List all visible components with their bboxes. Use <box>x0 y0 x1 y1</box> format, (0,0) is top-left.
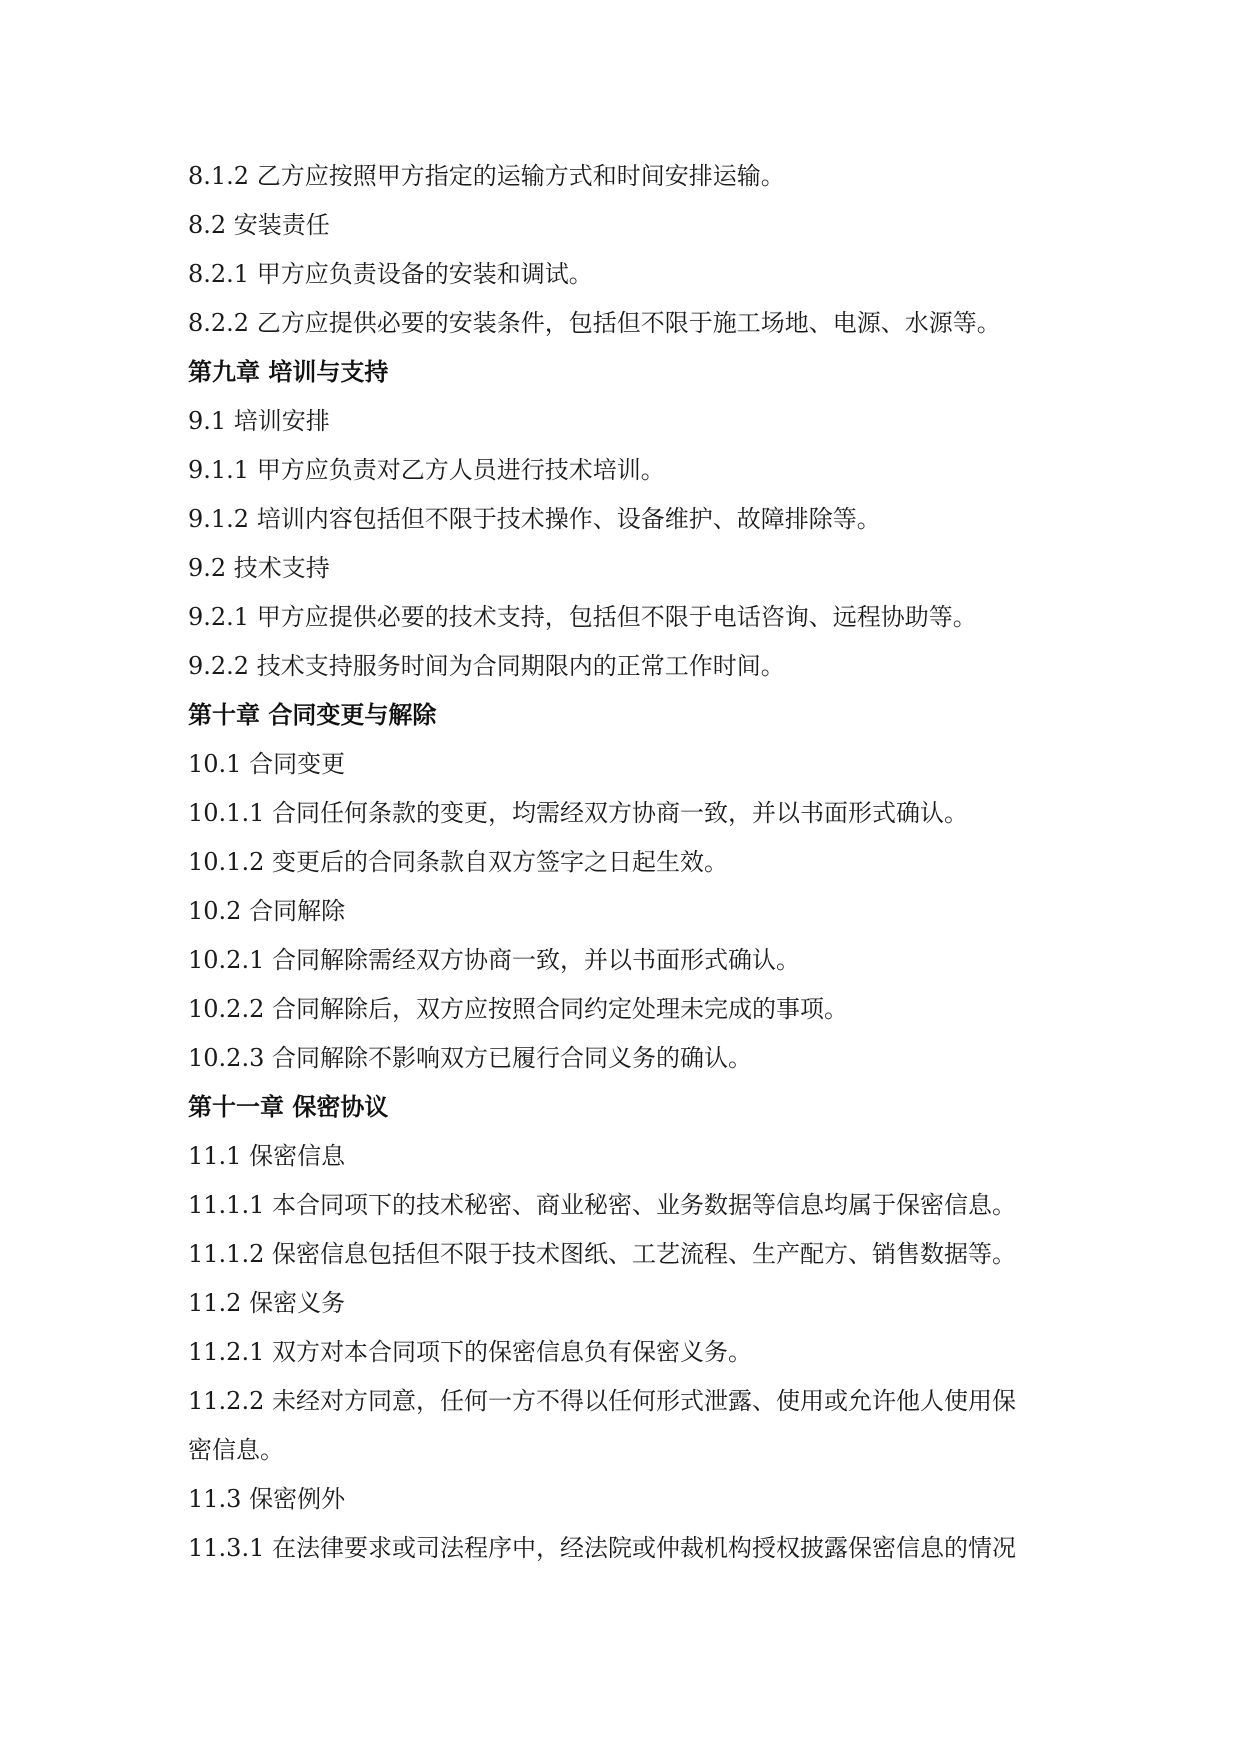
chapter-9-heading: 第九章 培训与支持 <box>188 358 389 386</box>
clause-11-2-2: 11.2.2 未经对方同意，任何一方不得以任何形式泄露、使用或允许他人使用保 <box>188 1387 1016 1415</box>
clause-11-1-2: 11.1.2 保密信息包括但不限于技术图纸、工艺流程、生产配方、销售数据等。 <box>188 1240 1016 1268</box>
document-page <box>188 152 1068 1573</box>
chapter-11-heading: 第十一章 保密协议 <box>188 1093 389 1121</box>
clause-10-2-1: 10.2.1 合同解除需经双方协商一致，并以书面形式确认。 <box>188 946 800 974</box>
section-8-2-title: 8.2 安装责任 <box>188 211 330 239</box>
clause-8-2-1: 8.2.1 甲方应负责设备的安装和调试。 <box>188 260 593 288</box>
clause-11-1-1: 11.1.1 本合同项下的技术秘密、商业秘密、业务数据等信息均属于保密信息。 <box>188 1191 1016 1219</box>
clause-9-2-2: 9.2.2 技术支持服务时间为合同期限内的正常工作时间。 <box>188 652 785 680</box>
section-9-2-title: 9.2 技术支持 <box>188 554 330 582</box>
section-9-1-title: 9.1 培训安排 <box>188 407 330 435</box>
clause-10-1-1: 10.1.1 合同任何条款的变更，均需经双方协商一致，并以书面形式确认。 <box>188 799 968 827</box>
clause-8-1-2: 8.1.2 乙方应按照甲方指定的运输方式和时间安排运输。 <box>188 162 785 190</box>
section-11-3-title: 11.3 保密例外 <box>188 1485 346 1513</box>
section-11-2-title: 11.2 保密义务 <box>188 1289 346 1317</box>
clause-11-3-1: 11.3.1 在法律要求或司法程序中，经法院或仲裁机构授权披露保密信息的情况 <box>188 1534 1016 1562</box>
clause-10-1-2: 10.1.2 变更后的合同条款自双方签字之日起生效。 <box>188 848 728 876</box>
chapter-10-heading: 第十章 合同变更与解除 <box>188 701 437 729</box>
clause-11-2-1: 11.2.1 双方对本合同项下的保密信息负有保密义务。 <box>188 1338 752 1366</box>
clause-11-2-2-continued: 密信息。 <box>188 1436 284 1464</box>
clause-9-2-1: 9.2.1 甲方应提供必要的技术支持，包括但不限于电话咨询、远程协助等。 <box>188 603 977 631</box>
clause-9-1-2: 9.1.2 培训内容包括但不限于技术操作、设备维护、故障排除等。 <box>188 505 881 533</box>
section-11-1-title: 11.1 保密信息 <box>188 1142 346 1170</box>
clause-10-2-2: 10.2.2 合同解除后，双方应按照合同约定处理未完成的事项。 <box>188 995 848 1023</box>
clause-10-2-3: 10.2.3 合同解除不影响双方已履行合同义务的确认。 <box>188 1044 752 1072</box>
section-10-1-title: 10.1 合同变更 <box>188 750 346 778</box>
clause-9-1-1: 9.1.1 甲方应负责对乙方人员进行技术培训。 <box>188 456 665 484</box>
clause-8-2-2: 8.2.2 乙方应提供必要的安装条件，包括但不限于施工场地、电源、水源等。 <box>188 309 1001 337</box>
section-10-2-title: 10.2 合同解除 <box>188 897 346 925</box>
